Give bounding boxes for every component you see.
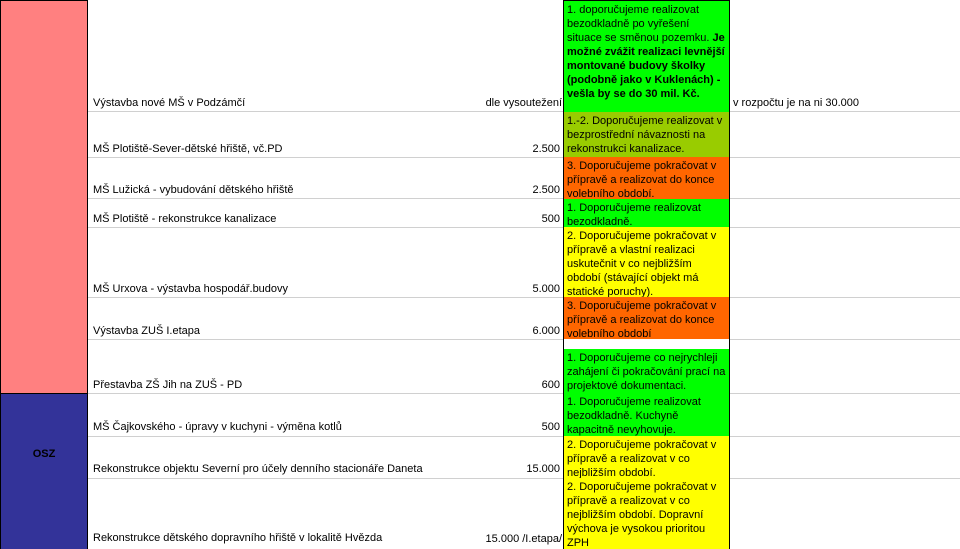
row-name: Přestavba ZŠ Jih na ZUŠ - PD [93,379,243,391]
row-name: MŠ Plotiště - rekonstrukce kanalizace [93,213,277,225]
recommendation-cell [563,0,730,112]
recommendation-text: 1. Doporučujeme realizovat bezodkladně. Kuchyně kapacitně nevyhovuje. [567,396,701,436]
row-name: Výstavba ZUŠ I.etapa [93,325,200,337]
group-band-red [0,0,88,393]
row-divider [88,339,960,340]
row-name: MŠ Plotiště-Sever-dětské hřiště, vč.PD [93,143,283,155]
row-divider [88,157,960,158]
recommendation-cell [563,393,730,436]
recommendation-text: 3. Doporučujeme pokračovat v přípravě a realizovat do konce volebního období [567,300,717,339]
recommendation-cell [563,157,730,199]
row-value: 2.500 [532,143,560,155]
row-divider [88,393,960,394]
row-value: 6.000 [532,325,560,337]
recommendation-cell [563,199,730,227]
row-value: dle vysoutežení [485,97,562,109]
recommendation-note: Je možné zvážit realizaci levnější montované budovy školky (podobně jako v Kuklenách) - vešla by se do 30 mil. Kč. [567,32,725,100]
recommendation-text: 2. Doporučujeme pokračovat v přípravě a vlastní realizaci uskutečnit v co nejbližším období (stávající objekt má statické poruchy). [567,230,717,297]
row-name: MŠ Lužická - vybudování dětského hřiště [93,184,294,196]
recommendation-cell [563,478,730,549]
recommendation-cell [563,112,730,157]
recommendation-text: 2. Doporučujeme pokračovat v přípravě a realizovat v co nejbližším období. [567,439,717,478]
row-divider [88,436,960,437]
recommendation-cell [563,436,730,478]
row-value: 15.000 [526,463,560,475]
row-divider [88,227,960,228]
budget-note: v rozpočtu je na ni 30.000 [733,97,859,109]
row-value: 600 [541,379,560,391]
row-name: MŠ Čajkovského - úpravy v kuchyni - výměna kotlů [93,421,342,433]
row-divider [88,198,960,199]
group-band-blue [0,393,88,549]
column-gap [563,339,730,349]
recommendation-text: 2. Doporučujeme pokračovat v přípravě a realizovat v co nejbližším období. Dopravní výchova je vysokou prioritou ZPH [567,481,717,549]
row-value: 5.000 [532,283,560,295]
recommendation-cell [563,227,730,297]
row-name: MŠ Urxova - výstavba hospodář.budovy [93,283,289,295]
recommendation-text: 1. Doporučujeme co nejrychleji zahájení či pokračování prací na projektové dokumentaci. [567,352,726,392]
row-divider [88,297,960,298]
recommendation-text: 3. Doporučujeme pokračovat v přípravě a realizovat do konce volebního období. [567,160,717,199]
row-name: Rekonstrukce objektu Severní pro účely denního stacionáře Daneta [93,463,423,475]
row-value: 500 [541,421,560,433]
row-value: 2.500 [532,184,560,196]
row-value: 500 [541,213,560,225]
recommendation-cell [563,349,730,393]
row-divider [88,478,960,479]
row-divider [88,111,960,112]
row-name: Výstavba nové MŠ v Podzámčí [93,97,246,109]
row-value: 15.000 /I.etapa/ [485,533,562,545]
recommendation-text: 1. doporučujeme realizovat bezodkladně po vyřešení situace se směnou pozemku. [567,4,710,44]
row-name: Rekonstrukce dětského dopravního hřiště v lokalitě Hvězda [93,532,383,544]
group-label: OSZ [32,448,56,460]
recommendation-text: 1. Doporučujeme realizovat bezodkladně. [567,202,701,227]
recommendation-text: 1.-2. Doporučujeme realizovat v bezprostřední návaznosti na rekonstrukci kanalizace. [567,115,723,155]
recommendation-cell [563,297,730,339]
